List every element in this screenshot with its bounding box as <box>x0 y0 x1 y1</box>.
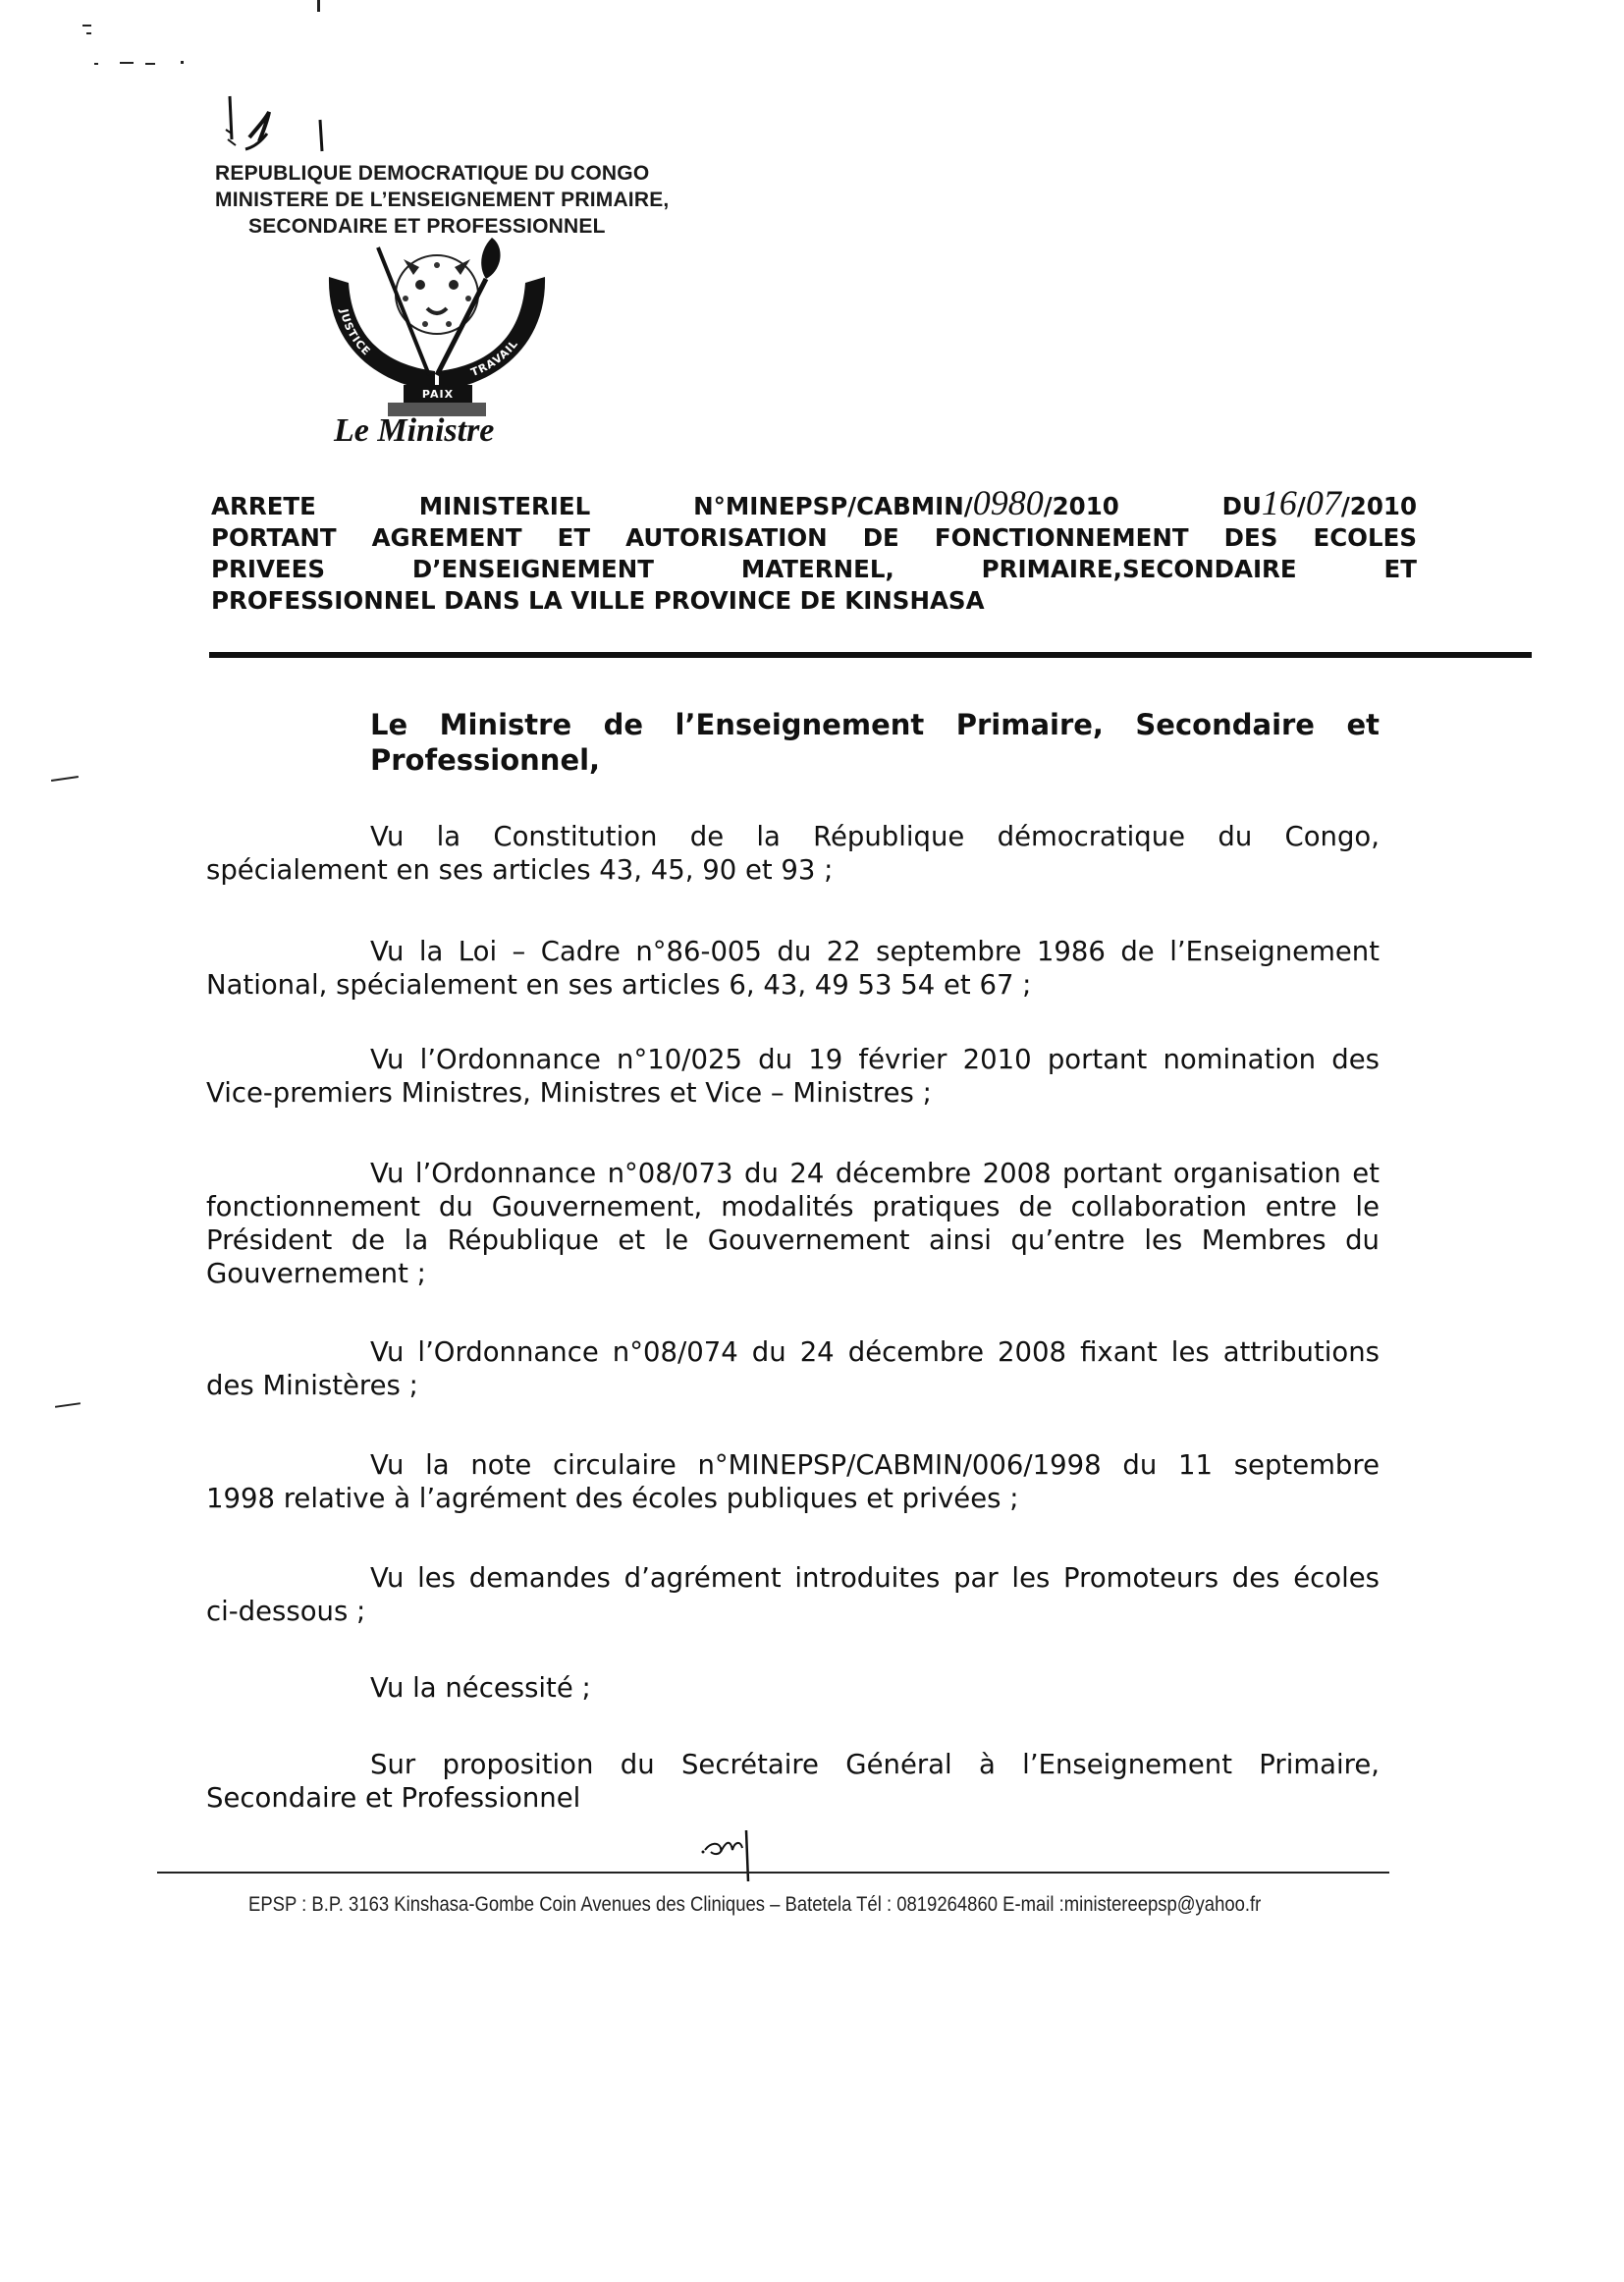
handwritten-date-month: 07 <box>1305 483 1341 522</box>
consideration-constitution: Vu la Constitution de la République démocratique du Congo, spécialement en ses articles 43, 45, 90 et 93 ; <box>206 821 1380 886</box>
consideration-demandes: Vu les demandes d’agrément introduites par les Promoteurs des écoles ci-dessous ; <box>206 1562 1380 1627</box>
footer-address: EPSP : B.P. 3163 Kinshasa-Gombe Coin Avenues des Cliniques – Batetela Tél : 0819264860 E-mail :ministereepsp@yahoo.fr <box>248 1893 1262 1916</box>
scan-speck <box>51 776 79 782</box>
decree-title-line3: PRIVEES D’ENSEIGNEMENT MATERNEL, PRIMAIRE,SECONDAIRE ET <box>211 555 1417 583</box>
title-divider <box>209 652 1532 658</box>
handwritten-initials <box>218 90 336 159</box>
consideration-note-circulaire: Vu la note circulaire n°MINEPSP/CABMIN/006/1998 du 11 septembre 1998 relative à l’agrément des écoles publiques et privées ; <box>206 1449 1380 1514</box>
scan-speck <box>82 25 91 27</box>
consideration-ordonnance-10-025: Vu l’Ordonnance n°10/025 du 19 février 2010 portant nomination des Vice-premiers Ministres, Ministres et Vice – Ministres ; <box>206 1044 1380 1109</box>
consideration-ordonnance-08-073: Vu l’Ordonnance n°08/073 du 24 décembre 2008 portant organisation et fonctionnement du Gouvernement, modalités pratiques de collaboration entre le Président de la République et le Gouvernement ainsi qu’entre les Membres du Gouvernement ; <box>206 1158 1380 1289</box>
header-ministry: MINISTERE DE L’ENSEIGNEMENT PRIMAIRE, <box>215 189 670 211</box>
consideration-loi-cadre: Vu la Loi – Cadre n°86-005 du 22 septembre 1986 de l’Enseignement National, spécialement en ses articles 6, 43, 49 53 54 et 67 ; <box>206 936 1380 1001</box>
handwritten-decree-number: 0980 <box>972 483 1044 522</box>
decree-title <box>211 483 1417 617</box>
consideration-ordonnance-08-074: Vu l’Ordonnance n°08/074 du 24 décembre 2008 fixant les attributions des Ministères ; <box>206 1336 1380 1401</box>
footer-divider <box>157 1872 1389 1874</box>
minister-heading-line1: Le Ministre de l’Enseignement Primaire, Secondaire et <box>370 708 1380 741</box>
handwritten-page-initials <box>701 1828 772 1883</box>
le-ministre-signature-heading: Le Ministre <box>334 412 495 449</box>
decree-title-line4: PROFESSIONNEL DANS LA VILLE PROVINCE DE KINSHASA <box>211 586 985 615</box>
minister-heading-line2: Professionnel, <box>370 743 601 777</box>
scan-speck <box>317 0 320 12</box>
handwritten-date-day: 16 <box>1261 483 1297 522</box>
decree-title-line1: ARRETE MINISTERIEL N°MINEPSP/CABMIN/0980/2010 DU16/07/2010 <box>211 483 1417 522</box>
scan-speck <box>145 63 155 65</box>
header-country: REPUBLIQUE DEMOCRATIQUE DU CONGO <box>215 162 650 185</box>
scan-speck <box>55 1402 81 1408</box>
scan-speck <box>94 63 98 65</box>
consideration-proposition: Sur proposition du Secrétaire Général à l’Enseignement Primaire, Secondaire et Professionnel <box>206 1749 1380 1814</box>
motto-center: PAIX <box>421 388 455 401</box>
decree-title-line2: PORTANT AGREMENT ET AUTORISATION DE FONCTIONNEMENT DES ECOLES <box>211 523 1417 552</box>
coat-of-arms-icon <box>319 238 555 424</box>
scan-speck <box>86 32 91 34</box>
motto-right: TRAVAIL <box>468 337 521 380</box>
scan-speck <box>181 61 184 64</box>
scan-speck <box>120 62 134 64</box>
minister-heading <box>370 707 1380 778</box>
header-ministry-cont: SECONDAIRE ET PROFESSIONNEL <box>248 215 606 238</box>
motto-left: JUSTICE <box>337 307 374 359</box>
consideration-necessite: Vu la nécessité ; <box>370 1672 591 1704</box>
